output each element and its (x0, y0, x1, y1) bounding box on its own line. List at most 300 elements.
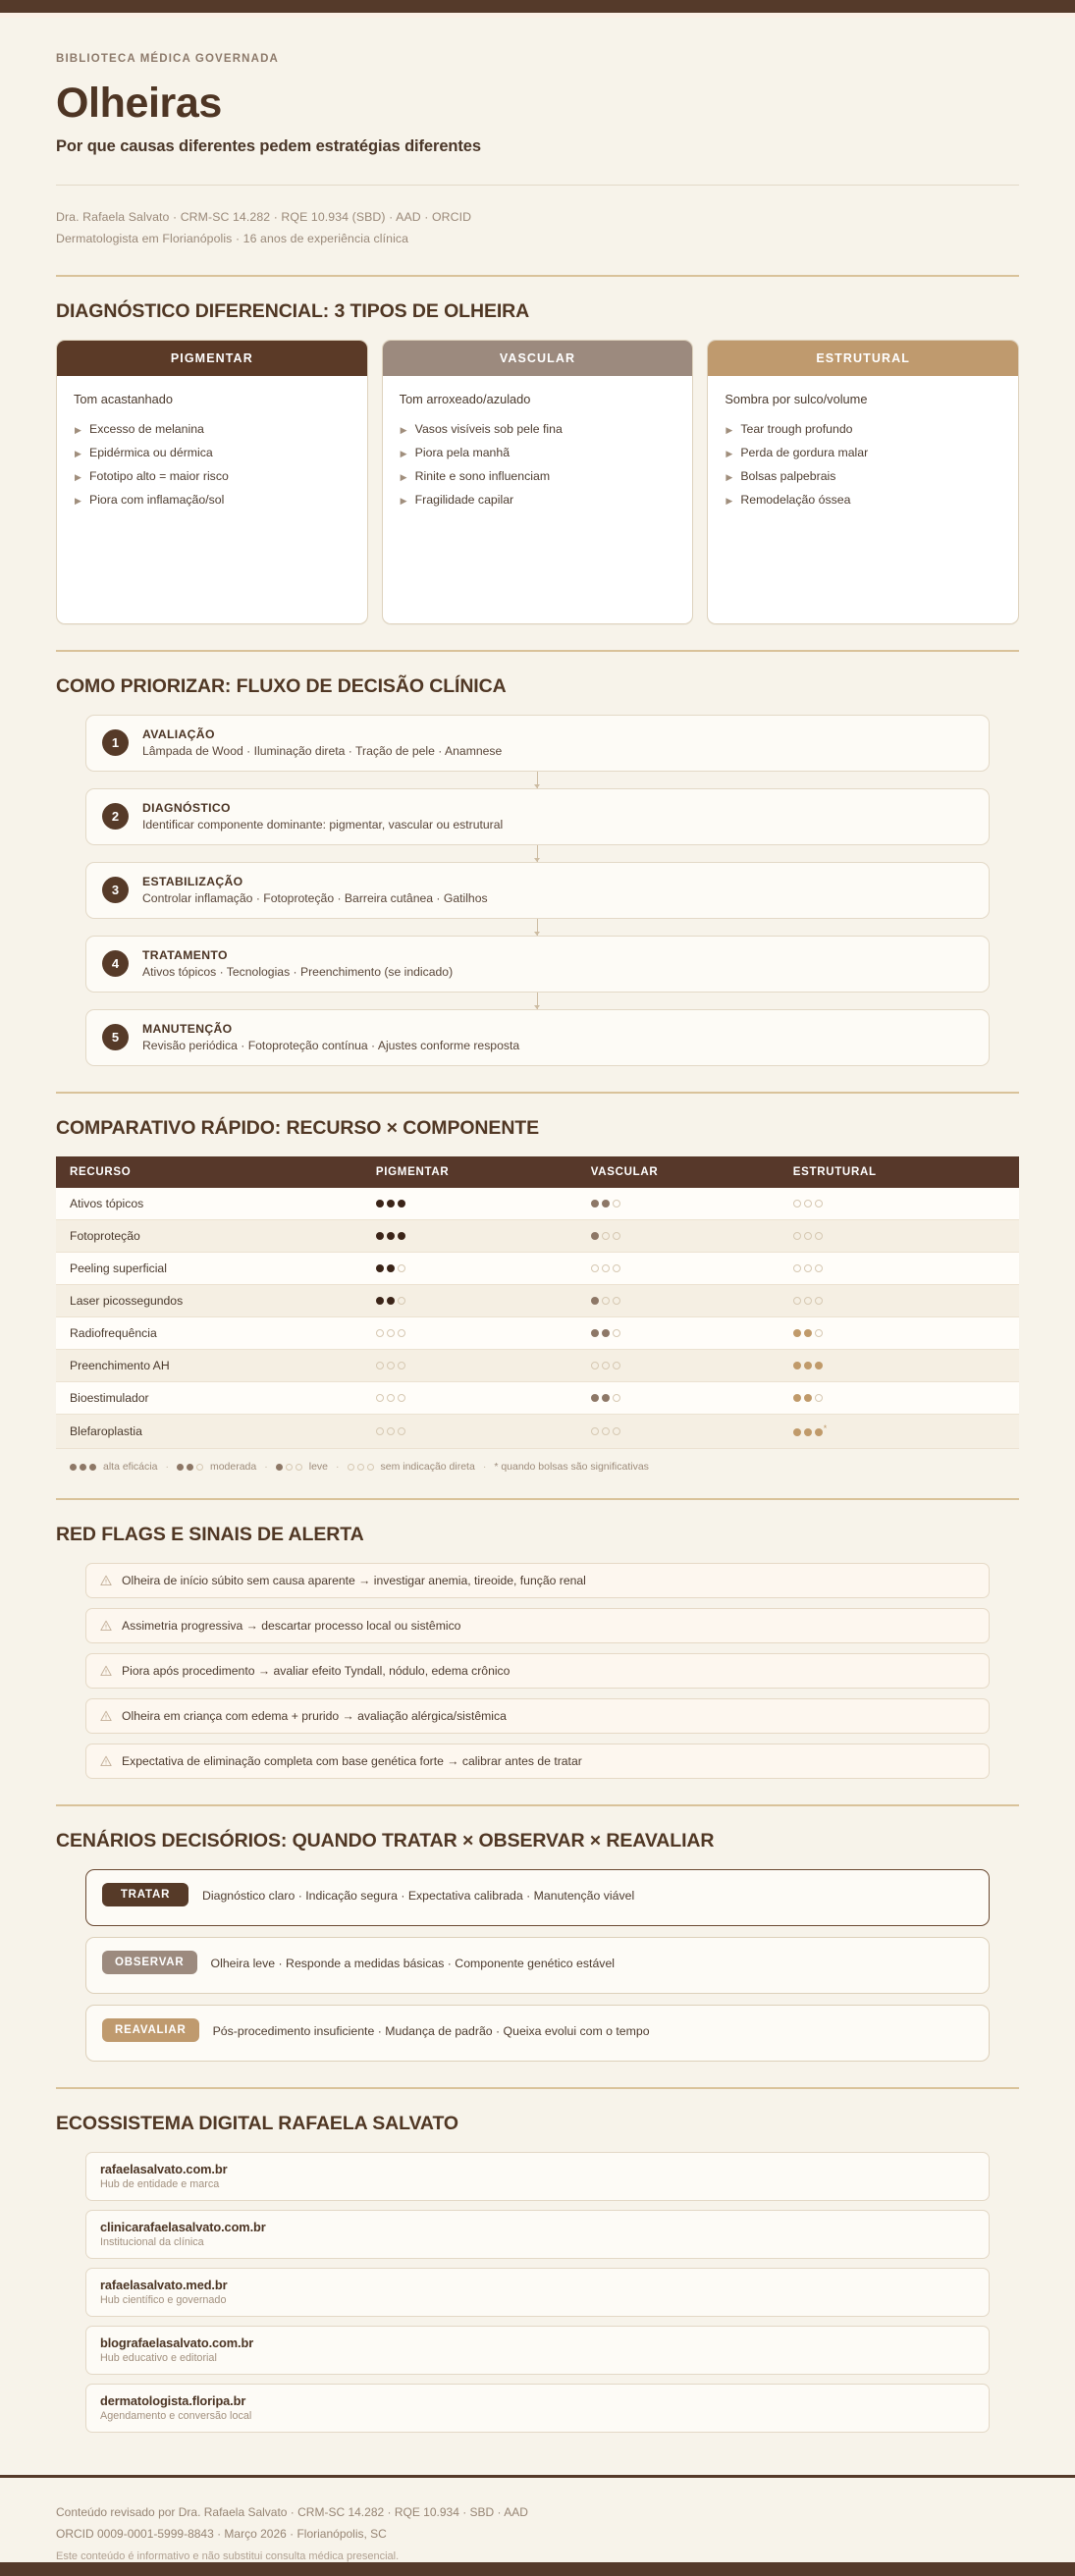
efficacy-dot (815, 1200, 823, 1208)
ecosystem-item[interactable] (85, 2210, 990, 2259)
type-card-lead: Tom arroxeado/azulado (399, 392, 531, 407)
efficacy-dot (815, 1362, 823, 1369)
scenario-reavaliar (85, 2005, 990, 2062)
efficacy-dot (804, 1329, 812, 1337)
step-title: AVALIAÇÃO (142, 727, 215, 742)
efficacy-dot (296, 1464, 302, 1471)
status-badge: TRATAR (102, 1883, 188, 1906)
header-block (0, 18, 1075, 277)
efficacy-dots (376, 1232, 405, 1240)
redflags-section (0, 1500, 1075, 1806)
ecosystem-description: Institucional da clínica (100, 2236, 204, 2249)
efficacy-dot (804, 1362, 812, 1369)
flow-step-2 (85, 788, 990, 845)
triangle-right-bullet-icon: ▶ (726, 495, 733, 506)
author-meta (56, 207, 1019, 249)
list-item (400, 467, 676, 487)
step-content (142, 727, 502, 758)
red-flag-list (56, 1563, 1019, 1779)
ecosystem-description: Hub científico e governado (100, 2294, 227, 2307)
efficacy-dot (613, 1329, 620, 1337)
footer-orcid-line: ORCID 0009-0001-5999-8843 · Março 2026 · Florianópolis, SC (56, 2527, 387, 2542)
cell-estrutural (781, 1382, 1019, 1415)
efficacy-dot (196, 1464, 203, 1471)
list-item-label: Rinite e sono influenciam (414, 468, 551, 483)
triangle-right-bullet-icon: ▶ (75, 425, 81, 436)
efficacy-dot (591, 1232, 599, 1240)
cell-pigmentar (364, 1188, 579, 1220)
comparative-section (0, 1094, 1075, 1500)
efficacy-dot (348, 1464, 354, 1471)
section-heading-scenarios: CENÁRIOS DECISÓRIOS: QUANDO TRATAR × OBSERVAR × REAVALIAR (56, 1830, 715, 1852)
list-item (74, 420, 350, 440)
cell-vascular (579, 1220, 781, 1253)
efficacy-dot (815, 1394, 823, 1402)
efficacy-dot (376, 1232, 384, 1240)
cell-pigmentar (364, 1350, 579, 1382)
efficacy-dots (591, 1297, 620, 1305)
ecosystem-item[interactable] (85, 2384, 990, 2433)
efficacy-dot (591, 1362, 599, 1369)
efficacy-dot (367, 1464, 374, 1471)
type-card-body (708, 376, 1018, 532)
efficacy-dot (815, 1329, 823, 1337)
cell-estrutural (781, 1188, 1019, 1220)
cell-estrutural (781, 1350, 1019, 1382)
efficacy-dot (387, 1329, 395, 1337)
author-practice-line: Dermatologista em Florianópolis · 16 anos de experiência clínica (56, 231, 409, 245)
efficacy-dot (793, 1394, 801, 1402)
triangle-right-bullet-icon: ▶ (726, 425, 733, 436)
efficacy-dot (793, 1329, 801, 1337)
cell-resource: Blefaroplastia (56, 1415, 364, 1449)
cell-resource: Preenchimento AH (56, 1350, 364, 1382)
legend-separator: · (264, 1461, 268, 1474)
column-header-recurso: RECURSO (56, 1156, 364, 1188)
cell-resource: Fotoproteção (56, 1220, 364, 1253)
efficacy-dot (591, 1297, 599, 1305)
list-item (400, 444, 676, 463)
efficacy-dots (793, 1362, 823, 1369)
legend-separator: · (482, 1461, 487, 1474)
ecosystem-description: Hub educativo e editorial (100, 2352, 217, 2365)
column-header-pigmentar: PIGMENTAR (364, 1156, 579, 1188)
efficacy-dot (376, 1297, 384, 1305)
legend-label: leve (308, 1461, 328, 1474)
step-title: DIAGNÓSTICO (142, 801, 231, 816)
efficacy-dots (793, 1232, 823, 1240)
warning-triangle-icon (100, 1665, 112, 1677)
legend-label: sem indicação direta (380, 1461, 475, 1474)
efficacy-dot (376, 1427, 384, 1435)
efficacy-dot (387, 1394, 395, 1402)
list-item-label: Remodelação óssea (740, 492, 851, 507)
scenario-tratar (85, 1869, 990, 1926)
ecosystem-item[interactable] (85, 2326, 990, 2375)
efficacy-dot (793, 1297, 801, 1305)
step-title: ESTABILIZAÇÃO (142, 875, 243, 889)
efficacy-dot (398, 1329, 405, 1337)
ecosystem-section (0, 2089, 1075, 2442)
step-number-badge: 5 (102, 1024, 129, 1050)
section-heading-ecosystem: ECOSSISTEMA DIGITAL RAFAELA SALVATO (56, 2113, 458, 2135)
efficacy-dots (591, 1394, 620, 1402)
bottom-accent-bar (0, 2562, 1075, 2576)
legend-label: alta eficácia (103, 1461, 158, 1474)
red-flag-item (85, 1653, 990, 1689)
list-item-label: Piora pela manhã (414, 446, 511, 460)
ecosystem-list (56, 2152, 1019, 2433)
efficacy-dot (815, 1264, 823, 1272)
efficacy-dots (70, 1464, 96, 1471)
efficacy-dots (376, 1297, 405, 1305)
column-header-vascular: VASCULAR (579, 1156, 781, 1188)
ecosystem-description: Hub de entidade e marca (100, 2178, 220, 2191)
table-row (56, 1317, 1019, 1350)
efficacy-dot (815, 1232, 823, 1240)
efficacy-dots (793, 1200, 823, 1208)
efficacy-dot (815, 1297, 823, 1305)
type-card-items (74, 420, 350, 510)
cell-vascular (579, 1350, 781, 1382)
ecosystem-domain: dermatologista.floripa.br (100, 2393, 246, 2409)
efficacy-dot (398, 1232, 405, 1240)
triangle-right-bullet-icon: ▶ (400, 471, 407, 482)
efficacy-dot (398, 1394, 405, 1402)
triangle-right-bullet-icon: ▶ (400, 495, 407, 506)
list-item-label: Perda de gordura malar (740, 446, 869, 460)
cell-pigmentar (364, 1382, 579, 1415)
type-card-pigmentar (56, 340, 368, 624)
list-item (400, 420, 676, 440)
efficacy-dot (387, 1427, 395, 1435)
type-card-body (57, 376, 367, 532)
efficacy-dots (591, 1264, 620, 1272)
efficacy-dot (793, 1200, 801, 1208)
list-item-label: Epidérmica ou dérmica (89, 446, 213, 460)
section-heading-differential: DIAGNÓSTICO DIFERENCIAL: 3 TIPOS DE OLHEIRA (56, 300, 530, 323)
cell-resource: Peeling superficial (56, 1253, 364, 1285)
legend-label: moderada (209, 1461, 257, 1474)
ecosystem-domain: rafaelasalvato.com.br (100, 2162, 228, 2177)
table-header-row (56, 1156, 1019, 1188)
cell-vascular (579, 1415, 781, 1449)
efficacy-dot (602, 1232, 610, 1240)
legend-separator: · (165, 1461, 169, 1474)
efficacy-dots (591, 1329, 620, 1337)
kicker-label: BIBLIOTECA MÉDICA GOVERNADA (56, 53, 279, 65)
step-number-badge: 4 (102, 950, 129, 977)
efficacy-dot (376, 1362, 384, 1369)
efficacy-dot (602, 1297, 610, 1305)
flow-step-list (56, 715, 1019, 1066)
cell-vascular (579, 1382, 781, 1415)
cell-vascular (579, 1317, 781, 1350)
efficacy-dot (177, 1464, 184, 1471)
red-flag-item (85, 1563, 990, 1598)
type-card-lead: Tom acastanhado (74, 392, 174, 407)
efficacy-dot (602, 1264, 610, 1272)
efficacy-dot (376, 1200, 384, 1208)
efficacy-dots (793, 1264, 823, 1272)
efficacy-dot (591, 1427, 599, 1435)
efficacy-dot (613, 1427, 620, 1435)
list-item-label: Fragilidade capilar (414, 492, 514, 507)
cell-resource: Bioestimulador (56, 1382, 364, 1415)
triangle-right-bullet-icon: ▶ (75, 495, 81, 506)
triangle-right-bullet-icon: ▶ (726, 471, 733, 482)
scenarios-section (0, 1806, 1075, 2089)
list-item-label: Bolsas palpebrais (740, 468, 836, 483)
scenario-observar (85, 1937, 990, 1994)
efficacy-dot (387, 1264, 395, 1272)
step-number-badge: 3 (102, 877, 129, 903)
ecosystem-item[interactable] (85, 2268, 990, 2317)
red-flag-text: Piora após procedimento → avaliar efeito Tyndall, nódulo, edema crônico (122, 1664, 511, 1679)
efficacy-dot (591, 1200, 599, 1208)
red-flag-item (85, 1698, 990, 1734)
list-item (725, 444, 1001, 463)
red-flag-item (85, 1608, 990, 1643)
type-card-items (725, 420, 1001, 510)
efficacy-dot (357, 1464, 364, 1471)
triangle-right-bullet-icon: ▶ (75, 449, 81, 459)
step-content (142, 948, 453, 979)
step-description: Controlar inflamação · Fotoproteção · Barreira cutânea · Gatilhos (142, 891, 488, 906)
ecosystem-domain: rafaelasalvato.med.br (100, 2278, 228, 2293)
efficacy-dots (376, 1200, 405, 1208)
red-flag-item (85, 1744, 990, 1779)
efficacy-dots (793, 1329, 823, 1337)
step-description: Identificar componente dominante: pigmentar, vascular ou estrutural (142, 818, 504, 832)
cell-estrutural (781, 1220, 1019, 1253)
efficacy-dot (804, 1297, 812, 1305)
page-subtitle: Por que causas diferentes pedem estratégias diferentes (56, 137, 481, 156)
type-card-lead: Sombra por sulco/volume (725, 392, 868, 407)
step-description: Revisão periódica · Fotoproteção contínua · Ajustes conforme resposta (142, 1039, 520, 1053)
table-body (56, 1188, 1019, 1449)
efficacy-dot (398, 1362, 405, 1369)
table-legend (56, 1461, 1019, 1473)
section-heading-flow: COMO PRIORIZAR: FLUXO DE DECISÃO CLÍNICA (56, 675, 507, 698)
efficacy-dot (376, 1329, 384, 1337)
scenario-text: Pós-procedimento insuficiente · Mudança de padrão · Queixa evolui com o tempo (212, 2024, 650, 2039)
cell-pigmentar (364, 1220, 579, 1253)
table-header (56, 1156, 1019, 1188)
efficacy-dot (276, 1464, 283, 1471)
efficacy-dots (591, 1427, 620, 1435)
efficacy-dots (376, 1264, 405, 1272)
efficacy-dot (376, 1264, 384, 1272)
triangle-right-bullet-icon: ▶ (400, 425, 407, 436)
efficacy-dot (804, 1428, 812, 1436)
efficacy-dot (613, 1200, 620, 1208)
type-card-estrutural (707, 340, 1019, 624)
efficacy-dot (613, 1362, 620, 1369)
page-title: Olheiras (56, 80, 222, 127)
table-row (56, 1253, 1019, 1285)
cell-vascular (579, 1285, 781, 1317)
efficacy-dot (793, 1362, 801, 1369)
table-row (56, 1188, 1019, 1220)
flow-step-1 (85, 715, 990, 772)
type-card-header: VASCULAR (383, 341, 693, 376)
red-flag-text: Expectativa de eliminação completa com base genética forte → calibrar antes de tratar (122, 1754, 582, 1769)
triangle-right-bullet-icon: ▶ (400, 449, 407, 459)
differential-section (0, 277, 1075, 652)
efficacy-dot (602, 1362, 610, 1369)
efficacy-dot (613, 1232, 620, 1240)
step-number-badge: 1 (102, 729, 129, 756)
efficacy-dot (793, 1264, 801, 1272)
warning-triangle-icon (100, 1620, 112, 1632)
step-description: Lâmpada de Wood · Iluminação direta · Tração de pele · Anamnese (142, 744, 503, 759)
efficacy-dot (793, 1428, 801, 1436)
efficacy-dots (376, 1362, 405, 1369)
list-item-label: Vasos visíveis sob pele fina (414, 422, 563, 437)
list-item (74, 467, 350, 487)
step-number-badge: 2 (102, 803, 129, 830)
efficacy-dot (398, 1297, 405, 1305)
efficacy-dot (398, 1427, 405, 1435)
warning-triangle-icon (100, 1710, 112, 1722)
efficacy-dots (376, 1394, 405, 1402)
status-badge: OBSERVAR (102, 1951, 197, 1974)
type-card-header: ESTRUTURAL (708, 341, 1018, 376)
efficacy-dot (70, 1464, 77, 1471)
section-heading-redflags: RED FLAGS E SINAIS DE ALERTA (56, 1524, 364, 1546)
efficacy-dots (348, 1464, 374, 1471)
flow-connector-arrow-icon (85, 772, 990, 788)
legend-separator: · (336, 1461, 340, 1474)
type-card-body (383, 376, 693, 532)
efficacy-dots (177, 1464, 203, 1471)
table-row (56, 1285, 1019, 1317)
efficacy-dot (804, 1232, 812, 1240)
efficacy-dot (613, 1394, 620, 1402)
efficacy-dots (376, 1427, 405, 1435)
efficacy-dot (613, 1264, 620, 1272)
efficacy-dots (276, 1464, 302, 1471)
efficacy-dot (398, 1200, 405, 1208)
cell-vascular (579, 1253, 781, 1285)
efficacy-dot (804, 1394, 812, 1402)
step-title: TRATAMENTO (142, 948, 228, 963)
efficacy-dots (793, 1394, 823, 1402)
scenario-text: Olheira leve · Responde a medidas básicas · Componente genético estável (210, 1957, 616, 1971)
efficacy-dot (591, 1329, 599, 1337)
ecosystem-domain: blografaelasalvato.com.br (100, 2335, 254, 2351)
header-divider (56, 185, 1019, 186)
ecosystem-domain: clinicarafaelasalvato.com.br (100, 2220, 266, 2235)
step-content (142, 875, 488, 905)
efficacy-dot (89, 1464, 96, 1471)
efficacy-dot (613, 1297, 620, 1305)
efficacy-dot (387, 1362, 395, 1369)
legend-footnote: * quando bolsas são significativas (494, 1461, 649, 1474)
cell-estrutural (781, 1317, 1019, 1350)
table-row (56, 1382, 1019, 1415)
efficacy-dot (602, 1427, 610, 1435)
flow-step-3 (85, 862, 990, 919)
cell-resource: Laser picossegundos (56, 1285, 364, 1317)
step-content (142, 801, 503, 832)
step-title: MANUTENÇÃO (142, 1022, 233, 1037)
type-card-vascular (382, 340, 694, 624)
red-flag-text: Assimetria progressiva → descartar processo local ou sistêmico (122, 1619, 461, 1634)
efficacy-dot (591, 1264, 599, 1272)
cell-pigmentar (364, 1415, 579, 1449)
cell-pigmentar (364, 1253, 579, 1285)
efficacy-dot (80, 1464, 86, 1471)
cell-pigmentar (364, 1285, 579, 1317)
list-item (400, 491, 676, 510)
section-heading-comparative: COMPARATIVO RÁPIDO: RECURSO × COMPONENTE (56, 1117, 540, 1140)
type-card-list (56, 340, 1019, 624)
triangle-right-bullet-icon: ▶ (75, 471, 81, 482)
efficacy-dots (591, 1232, 620, 1240)
red-flag-text: Olheira em criança com edema + prurido → avaliação alérgica/sistêmica (122, 1709, 507, 1724)
efficacy-dots (793, 1428, 823, 1436)
flow-step-5 (85, 1009, 990, 1066)
list-item (74, 491, 350, 510)
cell-estrutural (781, 1285, 1019, 1317)
footer-disclaimer: Este conteúdo é informativo e não substitui consulta médica presencial. (56, 2549, 400, 2562)
flow-step-4 (85, 936, 990, 993)
top-accent-bar (0, 0, 1075, 13)
efficacy-dot (602, 1394, 610, 1402)
table-row (56, 1350, 1019, 1382)
comparative-table (56, 1156, 1019, 1449)
red-flag-text: Olheira de início súbito sem causa aparente → investigar anemia, tireoide, função renal (122, 1574, 586, 1588)
table-row (56, 1415, 1019, 1449)
cell-resource: Radiofrequência (56, 1317, 364, 1350)
efficacy-dot (591, 1394, 599, 1402)
efficacy-dots (591, 1362, 620, 1369)
efficacy-dots (793, 1297, 823, 1305)
flow-connector-arrow-icon (85, 993, 990, 1009)
list-item (725, 467, 1001, 487)
efficacy-dot (387, 1232, 395, 1240)
efficacy-dots (591, 1200, 620, 1208)
cell-pigmentar (364, 1317, 579, 1350)
list-item-label: Excesso de melanina (89, 422, 204, 437)
type-card-items (400, 420, 676, 510)
footer-block (0, 2478, 1075, 2561)
efficacy-dots (376, 1329, 405, 1337)
triangle-right-bullet-icon: ▶ (726, 449, 733, 459)
efficacy-dot (187, 1464, 193, 1471)
list-item-label: Fototipo alto = maior risco (89, 468, 229, 483)
type-card-header: PIGMENTAR (57, 341, 367, 376)
flow-connector-arrow-icon (85, 845, 990, 862)
efficacy-dot (804, 1264, 812, 1272)
list-item-label: Piora com inflamação/sol (89, 492, 225, 507)
efficacy-dot (398, 1264, 405, 1272)
efficacy-dot (387, 1200, 395, 1208)
column-header-estrutural: ESTRUTURAL (781, 1156, 1019, 1188)
status-badge: REAVALIAR (102, 2018, 199, 2042)
list-item (725, 491, 1001, 510)
ecosystem-item[interactable] (85, 2152, 990, 2201)
step-content (142, 1022, 519, 1052)
list-item-label: Tear trough profundo (740, 422, 853, 437)
flow-connector-arrow-icon (85, 919, 990, 936)
efficacy-dot (793, 1232, 801, 1240)
cell-estrutural (781, 1253, 1019, 1285)
efficacy-dot (387, 1297, 395, 1305)
ecosystem-description: Agendamento e conversão local (100, 2410, 252, 2423)
